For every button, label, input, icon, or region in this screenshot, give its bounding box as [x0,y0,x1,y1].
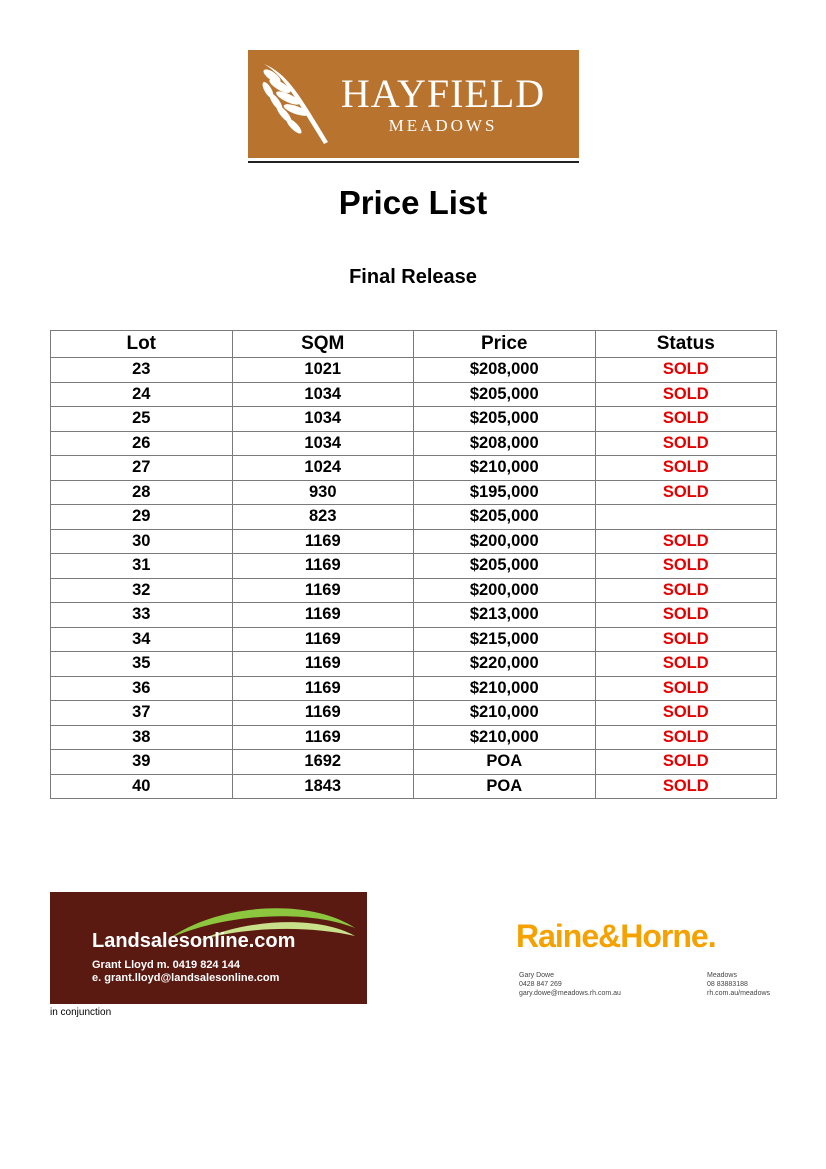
cell-price: $200,000 [414,578,596,603]
cell-sqm: 1169 [232,529,414,554]
cell-sqm: 1169 [232,578,414,603]
logo-subtitle: MEADOWS [388,116,498,135]
landsales-email: e. grant.lloyd@landsalesonline.com [92,972,280,984]
cell-status: SOLD [595,578,777,603]
landsales-site: Landsalesonline.com [92,930,296,952]
cell-status: SOLD [595,529,777,554]
cell-status: SOLD [595,603,777,628]
cell-lot: 30 [51,529,233,554]
hayfield-logo [248,50,579,158]
cell-status: SOLD [595,725,777,750]
column-header-sqm: SQM [232,331,414,358]
cell-status: SOLD [595,627,777,652]
cell-status: SOLD [595,774,777,799]
cell-sqm: 930 [232,480,414,505]
cell-sqm: 1692 [232,750,414,775]
cell-sqm: 1034 [232,407,414,432]
cell-price: $208,000 [414,358,596,383]
table-row [51,505,777,530]
cell-sqm: 1169 [232,725,414,750]
cell-lot: 26 [51,431,233,456]
cell-lot: 38 [51,725,233,750]
cell-price: $210,000 [414,725,596,750]
cell-sqm: 1024 [232,456,414,481]
cell-status: SOLD [595,456,777,481]
cell-sqm: 1169 [232,554,414,579]
landsalesonline-banner [50,892,367,1004]
raine-office-phone: 08 83883188 [707,981,748,988]
table-row [51,750,777,775]
table-header-row [51,331,777,358]
column-header-status: Status [595,331,777,358]
table-row [51,652,777,677]
raine-agent-phone: 0428 847 269 [519,981,562,988]
cell-price: $205,000 [414,407,596,432]
page-title: Price List [338,184,488,221]
cell-lot: 37 [51,701,233,726]
cell-sqm: 823 [232,505,414,530]
cell-lot: 34 [51,627,233,652]
table-row [51,701,777,726]
cell-price: $200,000 [414,529,596,554]
cell-status: SOLD [595,358,777,383]
conjunction-note: in conjunction [50,1007,112,1018]
cell-price: $215,000 [414,627,596,652]
page-subtitle: Final Release [349,266,477,288]
table-row [51,725,777,750]
cell-status: SOLD [595,480,777,505]
cell-price: $213,000 [414,603,596,628]
cell-lot: 25 [51,407,233,432]
cell-sqm: 1169 [232,627,414,652]
table-row [51,676,777,701]
cell-status: SOLD [595,701,777,726]
column-header-lot: Lot [51,331,233,358]
raine-agent-info [519,971,621,998]
cell-status [595,505,777,530]
cell-lot: 35 [51,652,233,677]
cell-lot: 24 [51,382,233,407]
cell-price: $210,000 [414,676,596,701]
cell-sqm: 1169 [232,652,414,677]
table-row [51,603,777,628]
cell-price: $205,000 [414,505,596,530]
cell-status: SOLD [595,431,777,456]
cell-sqm: 1169 [232,701,414,726]
cell-price: $205,000 [414,554,596,579]
cell-lot: 28 [51,480,233,505]
landsales-contact: Grant Lloyd m. 0419 824 144 [92,959,240,971]
table-row [51,358,777,383]
raine-office-info [707,971,770,998]
cell-price: POA [414,774,596,799]
table-row [51,456,777,481]
table-row [51,774,777,799]
cell-lot: 40 [51,774,233,799]
cell-lot: 31 [51,554,233,579]
table-row [51,554,777,579]
cell-lot: 29 [51,505,233,530]
table-row [51,480,777,505]
cell-lot: 39 [51,750,233,775]
logo-name: HAYFIELD [340,71,546,116]
table-row [51,431,777,456]
raine-office-name: Meadows [707,972,737,979]
cell-price: $208,000 [414,431,596,456]
cell-price: $195,000 [414,480,596,505]
raine-office-web: rh.com.au/meadows [707,990,771,997]
cell-status: SOLD [595,676,777,701]
cell-price: $205,000 [414,382,596,407]
raine-horne-logo: Raine&Horne. [516,918,716,954]
table-row [51,627,777,652]
cell-sqm: 1169 [232,603,414,628]
cell-status: SOLD [595,554,777,579]
cell-price: $210,000 [414,456,596,481]
column-header-price: Price [414,331,596,358]
table-row [51,578,777,603]
cell-price: $220,000 [414,652,596,677]
table-row [51,382,777,407]
raine-agent-name: Gary Dowe [519,972,555,979]
cell-lot: 23 [51,358,233,383]
cell-lot: 32 [51,578,233,603]
cell-lot: 36 [51,676,233,701]
table-row [51,529,777,554]
cell-status: SOLD [595,407,777,432]
cell-price: POA [414,750,596,775]
table-row [51,407,777,432]
cell-sqm: 1021 [232,358,414,383]
cell-price: $210,000 [414,701,596,726]
cell-sqm: 1169 [232,676,414,701]
cell-status: SOLD [595,382,777,407]
cell-status: SOLD [595,652,777,677]
price-table [50,330,777,799]
logo-underline [248,161,579,163]
cell-lot: 27 [51,456,233,481]
cell-status: SOLD [595,750,777,775]
cell-lot: 33 [51,603,233,628]
cell-sqm: 1034 [232,382,414,407]
raine-agent-email: gary.dowe@meadows.rh.com.au [519,990,621,997]
cell-sqm: 1034 [232,431,414,456]
cell-sqm: 1843 [232,774,414,799]
